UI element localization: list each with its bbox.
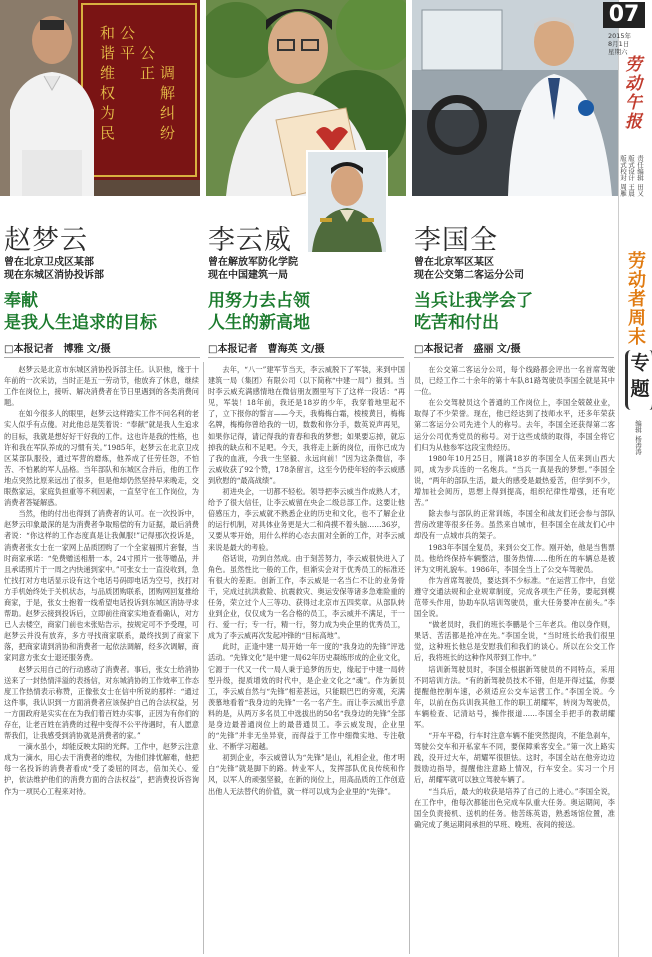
- article3-paragraph: 1983年李国全复员，来到公交工作。刚开始，他是当售票员。他给终保持车辆整洁，服务热情……他所在的车辆总是被评为文明礼貌车。1986年，李国全当上了公交车驾驶员。: [414, 542, 615, 574]
- article3-paragraph: “当兵后，最大的收获是培养了自己的上进心。”李国全说，在工作中，他每次都能出色完成车队重大任务。奥运期间，李国全负责接机、送机的任务。他苦练英语，熟悉场馆位置，准确完成了奥运期间承担的早班、晚班、夜间的接送。: [414, 786, 615, 829]
- article2-paragraph: 此时，正逢中建一局开始一年一度的“我身边的先锋”评选活动。“先锋文化”是中建一局62年历史凝练形成的企业文化，它源于一代又一代一局人秉于追梦的历史，缘起于中建一局转型升级，提质增效的时代中，是企业文化之“魂”。作为新员工，李云威自然与“先锋”相差甚远，只能眼巴巴的旁观，充满羡慕地看着“我身边的先锋”一名一名产生。而让李云威出乎意料的是，从两万多名员工中选拔出的50名“我身边的先锋”全部是身边最普通岗位上的最普通员工。李云威发现，企业里的“先锋”并非无坐异衰，而得益于工作中细微实地、专注敬业、不断学习超越。: [208, 642, 405, 752]
- article1-bio: [4, 256, 104, 282]
- issue-date-year: 2015年: [608, 32, 632, 40]
- staff-editor: 责任编辑 田又: [636, 155, 644, 197]
- article3-paragraph: “开车平稳，行车时注意车辆不能突然提肉，不能急刹车，驾驶公交车和开私家车不同，要保障乘客安全。”第一次上路实践，没开过大车，胡耀军很胆怯。这时，李国全站在他旁边边鼓励边指导，提醒他注意路上情况，行车安全。实习一个月后，胡耀军就可以独立驾驶车辆了。: [414, 731, 615, 785]
- uniform-portrait-image: [308, 152, 386, 252]
- svg-text:民: 民: [100, 124, 116, 142]
- article3-paragraph: “做老员时，我们的班长李鹏是个三年老兵。他以身作则，果话、苦活都是抢冲在先。”李国全说，“当时班长给我们很里觉，这种班长他总是安慰我们和我们的谈心。所以在公交工作后，我将班长的这种作风带到工作中。”: [414, 620, 615, 663]
- article1-name: 赵梦云: [4, 225, 88, 256]
- article1-byline: □本报记者 博雅 文/摄: [4, 344, 111, 355]
- article1-headline-line1: 奉献: [4, 291, 38, 311]
- portrait-zhao-image: [0, 0, 200, 196]
- article3-paragraph: 1980年10月25日，刚满18岁的李国全人伍来到山西大同，成为步兵连的一名炮兵。“当兵一真是我的梦想。”李国全说，“两年的部队生活，最大的感受是最热爱苦，但学到不少，增加社会阅历，思想上得到提高，组织纪律性增强，还有吃苦。”: [414, 453, 615, 508]
- portrait-li-guoquan-image: [412, 0, 618, 196]
- svg-text:维: 维: [100, 64, 116, 82]
- photo-li-guoquan: [412, 0, 618, 196]
- paper-logo: 劳动午报: [625, 55, 642, 132]
- article1-paragraph: 赵梦云用自己的行动感动了消费者。事后，张女士给消协送来了一封热情洋溢的表扬信，对东城消协的工作效率工作态度工作热情表示称赞，正像张女士在信中所说的那样：“通过这件事，我认识到一方面消费者应该保护自己的合法权益，另一方面政府是实实在在为我们着百姓办实事，正因为有你们的存在，让老百姓在消费的过程中变得不公平待遇时，有人愿意帮我们，让我感受到消协就是消费者的家。”: [4, 664, 199, 741]
- article2-headline-line2: 人生的新高地: [208, 313, 310, 333]
- article2-paragraph: 俗话说，功到自然成。由于刻苦努力，李云威很快进入了角色。虽然性比一般的工作，但渐实会对于优秀员工的标准还有很大的差距。创新工作，李云威是一名当仁不让的业务骨干，完成过抗洪救险、抗震救灾、奥运安保等诸多急难险重的任务，荣立过个人三等功、获得过北京市五四奖章。从部队转业到企业，仅仅成为一名合格的员工，李云威并不满足，干一行、爱一行；专一行，精一行，努力成为央企里的优秀员工，成为了李云威再次发起冲锋的“目标高地”。: [208, 553, 405, 641]
- article1-headline-line2: 是我人生追求的目标: [4, 313, 157, 333]
- article3-bio-line2: 现在公交第二客运分公司: [414, 270, 524, 281]
- article3-byline: □本报记者 盛丽 文/摄: [414, 344, 521, 355]
- article2-paragraph: 初到企业，李云威曾认为“先锋”是山，礼相企业，他才明白“先锋”就是脚下的路。转业军人，发挥部队优良传统和作风，以军人的顽强坚毅，在新的岗位上，用高品质的工作创造出他人无法替代的价值，就一样可以成为企业里的“先锋”。: [208, 753, 405, 796]
- article1-paragraph: 当然，他的付出也得到了消费者的认可。在一次投诉中，赵梦云印象最深的是为消费者争取赔偿的有力证据，最后消费者说：“你这样的工作态度真是让我佩服!”记得那次投诉是，消费者张女士在一家网上品质团购了一个全家福照片套餐，当时商家承诺：“免费赠送相册一本，24寸照片一张等赠品，并且承诺照片于一周之内快递到家中。”可张女士一直没收到，急忙找打对方电话显示设有这个电话号码即电话为空号，找打对方手机始终处于关机状态，与品质团购联系，团购网回复推给商家，于是，张女士抱着一线希望电话投诉到东城区消协寻求帮助。赵梦云接到投诉后，立即前往商家实地查看确认，对方已人去楼空，商家门前也未张贴告示，按规定可不予受理，可赵梦云并没有放弃，多方寻找商家联系，最终找到了商家下落，把商家请到消协和消费者一起依法调解，经多次调解，商家同意方张女士退还服务费。: [4, 509, 199, 663]
- staff-extra: 编辑 杨涛涛: [634, 420, 642, 455]
- article3-bio: [414, 256, 524, 282]
- section-topic: 专题: [625, 350, 652, 410]
- article1-rule: [4, 357, 200, 358]
- article3-paragraph: 在公交第二客运分公司，每个线路都会评出一名首席驾驶员，已经工作二十余年的第十车队81路驾驶员李国全就是其中一位。: [414, 365, 615, 397]
- article1-headline: [4, 290, 157, 334]
- issue-date: [608, 32, 631, 56]
- svg-text:为: 为: [100, 104, 116, 122]
- article2-paragraph: 去年，“八一”建军节当天，李云威脱下了军装，来到中国建筑一局（集团）有限公司（以下简称“中建一局”）报到。当时李云威充满感情地在微信朋友圈里写下了这样一段话：“再见，军装！18年前，我还是18岁的少年，我穿着地里起不了，立下报你的誓言——今天，我梅梅白霜，棱棱黄吕，梅梅名牌，梅梅你曾给我的一切，数数和你分手，数英说声再见，如果你记得，请记得我的青春和我的梦想；如果要忘掉，就忘掉我的缺点和不足吧。今天，我将走上新的岗位，而你已成为了我的血液，今我一生坚毅、永远向前！”因为这条微信，李云威收获了92个赞，178条留言，这至今仍使年轻的李云威感到欣慰的“最高战绩”。: [208, 365, 405, 485]
- page-number: 07: [603, 2, 645, 28]
- article3-bio-line1: 曾在北京军区某区: [414, 257, 494, 268]
- article2-bio-line2: 现在中国建筑一局: [208, 270, 288, 281]
- article3-paragraph: 在公交驾驶员这个普通的工作岗位上，李国全兢兢业业，取得了不少荣誉。现在，他已经达到了技师水平，还多年荣获第二客运分公司先进个人的称号。去年，李国全还获得第二客运分公司优秀党员的称号。对于这些成绩的取得，李国全将它们归为从他参军这段宝贵经历。: [414, 398, 615, 452]
- svg-text:平: 平: [120, 44, 136, 62]
- article2-name: 李云威: [208, 225, 292, 256]
- article1-body: [4, 364, 199, 954]
- article1-bio-line1: 曾在北京卫戍区某部: [4, 257, 94, 268]
- article2-rule: [208, 357, 404, 358]
- svg-text:权: 权: [100, 84, 116, 102]
- article3-body: [414, 364, 615, 954]
- article2-headline: [208, 290, 310, 334]
- staff-proof: 版式校对 周雁: [619, 155, 627, 197]
- article2-headline-line1: 用努力去占领: [208, 291, 310, 311]
- article2-byline: □本报记者 曹海英 文/摄: [208, 344, 325, 355]
- article2-bio: [208, 256, 298, 282]
- article3-paragraph: 培训新驾驶员时，李国全根据新驾驶员的不同特点，采用不同培训方法。“有的新驾驶员技术不错，但是开得过猛，你要提醒他控制车速，必须适应公交车运营工作。”李国全说。今年，以前在伤兵训我其他工作的职工胡耀军，转岗为驾驶员，车辆检查、记清站号，操作报道……李国全手把手的教胡耀军。: [414, 664, 615, 729]
- article3-rule: [414, 357, 614, 358]
- svg-text:正: 正: [140, 64, 156, 82]
- svg-text:纠: 纠: [160, 104, 176, 122]
- article1-bio-line2: 现在东城区消协投诉部: [4, 270, 104, 281]
- column-divider-1: [203, 362, 204, 954]
- svg-text:和: 和: [100, 24, 116, 42]
- svg-text:纷: 纷: [160, 124, 176, 142]
- article1-paragraph: 在如今很多人的眼里，赵梦云这样踏实工作不问名利的老实人似乎有点傻。对此他总是笑着说：“奉献”就是我人生追求的目标，我就是想好好干好我的工作。这也许是我的性格，也许和我在军队养成的习惯有关。”1985年，赵梦云在北京卫戍区某部队服役，通过军营的磨炼，他养成了任劳任怨，不怕苦、不怕累的军人品格。当年部队和东城区合并后，他的工作地点突然比原来远出了很多，但是他却仍然坚持早来晚走，交眼熬家运，家庭负担重等不利因素，一直坚守在工作岗位，为消费者答疑解惑。: [4, 409, 199, 508]
- article1-paragraph: 赵梦云是北京市东城区消协投诉部主任。认识他，缘于十年前的一次采访，当时正是五一劳动节，他放弃了休息，继续工作在岗位上，接听、解决消费者在节日里遇到的各类消费问题。: [4, 365, 199, 408]
- photo-zhao-mengyun: [0, 0, 200, 196]
- article3-paragraph: 除去参与部队的正常训练，李国全和战友们还会参与部队营房改建等很多任务。虽然来自城市，但李国全在战友们心中却没有一点城市兵的架子。: [414, 509, 615, 541]
- article3-headline-line1: 当兵让我学会了: [414, 291, 533, 311]
- article1-paragraph: 一滴水虽小，却能反映太阳的光辉。工作中，赵梦云注意成为一滴水，用心去干消费者的维权，为他们排忧解难，他把每一名投诉的消费者看成“受了委屈的同志，倍加关心、爱护，依法维护他们的消费方面的合法权益”，把消费投诉咨询作为一项民心工程来对待。: [4, 742, 199, 796]
- article3-headline-line2: 吃苦和付出: [414, 313, 499, 333]
- article2-bio-line1: 曾在解放军防化学院: [208, 257, 298, 268]
- issue-date-weekday: 星期六: [608, 48, 628, 56]
- photo-li-yunwei-uniform: [306, 150, 388, 254]
- section-title: 劳动者周末: [628, 251, 646, 348]
- svg-text:谐: 谐: [100, 44, 116, 62]
- issue-date-day: 8月1日: [608, 40, 630, 48]
- svg-text:解: 解: [160, 84, 176, 102]
- svg-text:公: 公: [140, 44, 156, 62]
- svg-text:调: 调: [160, 64, 176, 82]
- article3-paragraph: 作为首席驾驶员，要达到不少标准。“在运营工作中，自觉遵守交通法规和企业规章制度，完成各项生产任务，要起到模范带头作用，协助车队培训驾驶员，重大任务要冲在前头。”李国全说。: [414, 575, 615, 619]
- svg-text:公: 公: [120, 24, 136, 42]
- article3-name: 李国全: [414, 225, 498, 256]
- article2-paragraph: 初进央企，一切都不轻松。领导把李云威当作成熟人才，给予了很大信任，让李云威留在央企二级总部工作。这要让他倍感压力，李云威就不熟悉企业的历史和文化，也不了解企业的运行机制，对具体业务更是大二和尚摸不着头脑……36岁，又要从零开始，用什么样的心态去面对全新的工作，对李云威来说是最大的考验。: [208, 487, 405, 552]
- masthead-divider: [618, 0, 619, 957]
- article3-headline: [414, 290, 533, 334]
- staff-design: 版式设计 王晨: [627, 155, 635, 197]
- column-divider-2: [409, 362, 410, 954]
- article2-body: [208, 364, 405, 954]
